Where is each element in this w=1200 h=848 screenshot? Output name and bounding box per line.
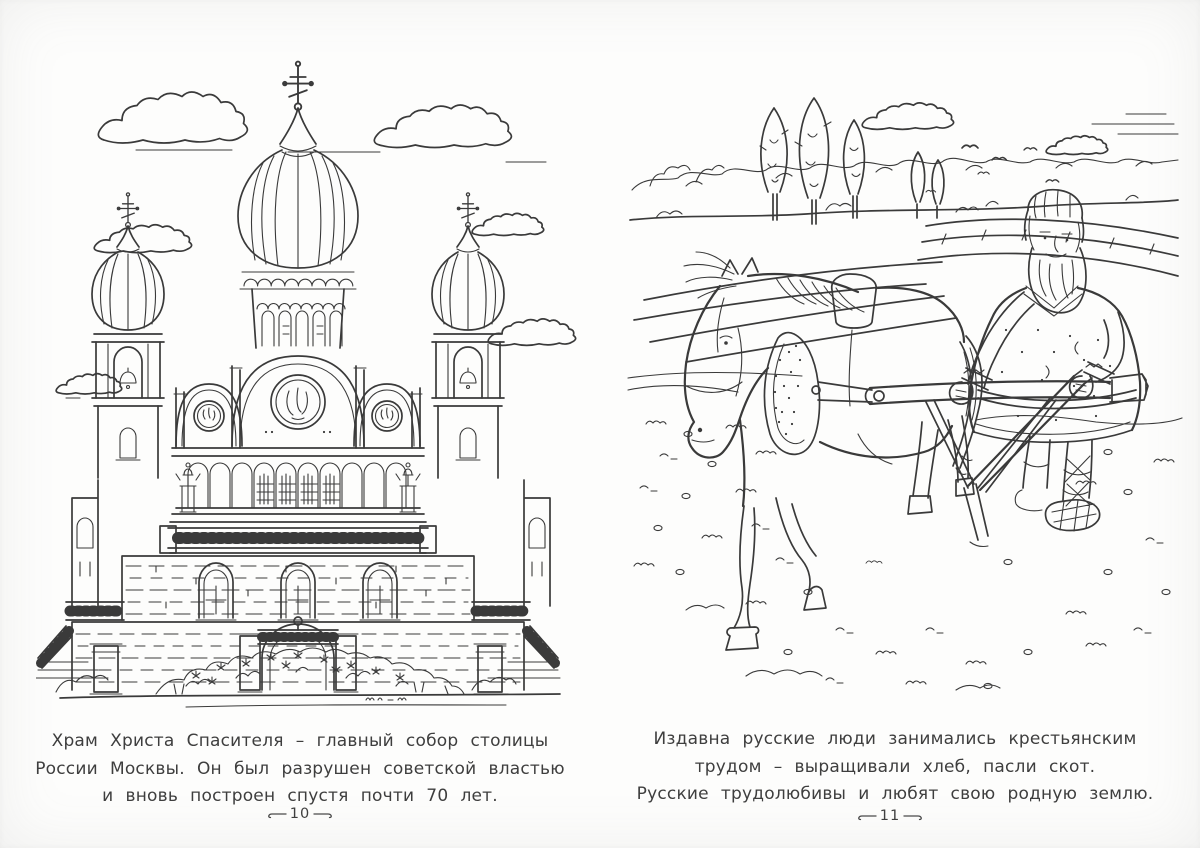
- left-tower: [92, 193, 164, 478]
- facade: [170, 356, 426, 522]
- caption-line: Издавна русские люди занимались крестьянским: [653, 729, 1137, 749]
- caption-line: Русские трудолюбивы и любят свою родную землю.: [636, 784, 1154, 804]
- page-ornament-right-icon: [313, 809, 335, 820]
- page-number-label: 11: [879, 808, 901, 824]
- plowman-horse-line-art: [626, 90, 1186, 708]
- cathedral-line-art: [36, 46, 588, 710]
- caption-line: Храм Христа Спасителя – главный собор столицы: [51, 731, 549, 751]
- plowing-illustration: [626, 90, 1186, 708]
- treeline: [630, 98, 1178, 224]
- caption-line: и вновь построен спустя почти 70 лет.: [102, 786, 498, 806]
- caption-right: [625, 726, 1165, 809]
- central-dome: [238, 62, 358, 348]
- caption-line: России Москвы. Он был разрушен советской властью: [35, 758, 565, 779]
- plowed-soil: [628, 386, 1182, 690]
- stone-base: [122, 556, 474, 620]
- page-ornament-right-icon: [903, 811, 925, 822]
- clouds: [56, 92, 575, 398]
- lower-terrace: [66, 602, 530, 692]
- page-number-right: [625, 808, 1155, 824]
- cathedral-illustration: [36, 46, 588, 710]
- page-11: [600, 0, 1200, 848]
- page-number-label: 10: [289, 806, 311, 822]
- sky: [862, 103, 1178, 192]
- page-number-left: [25, 806, 575, 822]
- garden-bushes: [56, 648, 560, 707]
- caption-line: трудом – выращивали хлеб, пасли скот.: [694, 756, 1096, 777]
- page-ornament-left-icon: [855, 811, 877, 822]
- caption-left: [25, 728, 575, 811]
- upper-balustrade: [160, 526, 436, 553]
- page-ornament-left-icon: [265, 809, 287, 820]
